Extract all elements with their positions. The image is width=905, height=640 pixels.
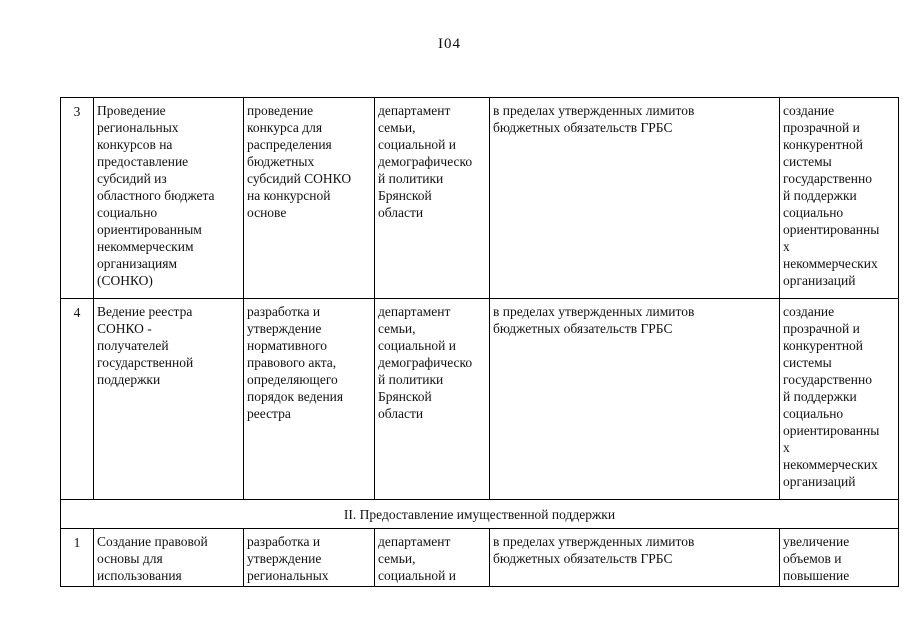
cell-line: утверждение xyxy=(247,551,322,566)
cell-line: разработка и xyxy=(247,534,321,549)
cell-line: субсидий из xyxy=(97,171,167,186)
cell-line: конкурсов на xyxy=(97,137,173,152)
cell-line: системы xyxy=(783,355,832,370)
row-number: 1 xyxy=(61,529,94,587)
cell-line: государственной xyxy=(97,355,194,370)
action-cell xyxy=(244,98,375,299)
cell-line: разработка и xyxy=(247,304,321,319)
executor-cell xyxy=(375,299,490,500)
section-row xyxy=(61,500,899,529)
cell-line: региональных xyxy=(97,120,179,135)
cell-line: конкурентной xyxy=(783,137,864,152)
cell-line: проведение xyxy=(247,103,314,118)
cell-line: департамент xyxy=(378,103,451,118)
funding-cell xyxy=(490,299,780,500)
cell-line: департамент xyxy=(378,534,451,549)
result-cell xyxy=(780,529,899,587)
cell-line: организаций xyxy=(783,273,856,288)
cell-line: департамент xyxy=(378,304,451,319)
cell-line: региональных xyxy=(247,568,329,583)
cell-line: утверждение xyxy=(247,321,322,336)
event-cell xyxy=(94,299,244,500)
executor-cell xyxy=(375,529,490,587)
cell-line: бюджетных обязательств ГРБС xyxy=(493,551,673,566)
cell-line: основе xyxy=(247,205,287,220)
cell-line: поддержки xyxy=(97,372,161,387)
cell-line: семьи, xyxy=(378,321,416,336)
cell-line: прозрачной и xyxy=(783,321,860,336)
cell-line: определяющего xyxy=(247,372,338,387)
cell-line: правового акта, xyxy=(247,355,337,370)
cell-line: ориентированны xyxy=(783,222,880,237)
cell-line: порядок ведения xyxy=(247,389,344,404)
table-row xyxy=(61,529,899,587)
cell-line: основы для xyxy=(97,551,163,566)
cell-line: семьи, xyxy=(378,120,416,135)
cell-line: социально xyxy=(783,205,844,220)
cell-line: Брянской xyxy=(378,389,432,404)
funding-cell xyxy=(490,98,780,299)
cell-line: х xyxy=(783,440,790,455)
result-cell xyxy=(780,98,899,299)
section-title: II. Предоставление имущественной поддержки xyxy=(61,500,899,529)
table-row xyxy=(61,98,899,299)
cell-line: создание xyxy=(783,304,835,319)
row-number: 4 xyxy=(61,299,94,500)
cell-line: в пределах утвержденных лимитов xyxy=(493,534,695,549)
cell-line: некоммерческим xyxy=(97,239,194,254)
funding-cell xyxy=(490,529,780,587)
row-number: 3 xyxy=(61,98,94,299)
cell-line: Брянской xyxy=(378,188,432,203)
cell-line: нормативного xyxy=(247,338,328,353)
cell-line: предоставление xyxy=(97,154,189,169)
cell-line: конкурентной xyxy=(783,338,864,353)
action-cell xyxy=(244,299,375,500)
cell-line: демографическо xyxy=(378,154,473,169)
cell-line: социальной и xyxy=(378,338,456,353)
cell-line: области xyxy=(378,406,424,421)
cell-line: Проведение xyxy=(97,103,166,118)
result-cell xyxy=(780,299,899,500)
event-cell xyxy=(94,98,244,299)
cell-line: областного бюджета xyxy=(97,188,215,203)
cell-line: семьи, xyxy=(378,551,416,566)
cell-line: конкурса для xyxy=(247,120,323,135)
cell-line: социально xyxy=(783,406,844,421)
cell-line: распределения xyxy=(247,137,332,152)
executor-cell xyxy=(375,98,490,299)
cell-line: системы xyxy=(783,154,832,169)
cell-line: бюджетных обязательств ГРБС xyxy=(493,321,673,336)
cell-line: субсидий СОНКО xyxy=(247,171,352,186)
action-cell xyxy=(244,529,375,587)
cell-line: социальной и xyxy=(378,568,456,583)
cell-line: реестра xyxy=(247,406,291,421)
cell-line: й политики xyxy=(378,372,444,387)
cell-line: государственно xyxy=(783,372,872,387)
cell-line: государственно xyxy=(783,171,872,186)
event-cell xyxy=(94,529,244,587)
cell-line: повышение xyxy=(783,568,850,583)
cell-line: увеличение xyxy=(783,534,850,549)
measures-table xyxy=(60,97,899,587)
cell-line: СОНКО - xyxy=(97,321,152,336)
cell-line: й поддержки xyxy=(783,188,857,203)
cell-line: Ведение реестра xyxy=(97,304,193,319)
cell-line: организаций xyxy=(783,474,856,489)
page-number: I04 xyxy=(438,36,461,52)
cell-line: бюджетных xyxy=(247,154,315,169)
cell-line: социально xyxy=(97,205,158,220)
cell-line: создание xyxy=(783,103,835,118)
cell-line: демографическо xyxy=(378,355,473,370)
cell-line: бюджетных обязательств ГРБС xyxy=(493,120,673,135)
cell-line: некоммерческих xyxy=(783,256,878,271)
cell-line: использования xyxy=(97,568,182,583)
cell-line: области xyxy=(378,205,424,220)
cell-line: социальной и xyxy=(378,137,456,152)
cell-line: получателей xyxy=(97,338,169,353)
cell-line: прозрачной и xyxy=(783,120,860,135)
cell-line: ориентированным xyxy=(97,222,202,237)
cell-line: в пределах утвержденных лимитов xyxy=(493,103,695,118)
cell-line: объемов и xyxy=(783,551,842,566)
cell-line: й поддержки xyxy=(783,389,857,404)
cell-line: некоммерческих xyxy=(783,457,878,472)
cell-line: организациям xyxy=(97,256,178,271)
table-row xyxy=(61,299,899,500)
cell-line: (СОНКО) xyxy=(97,273,153,288)
cell-line: в пределах утвержденных лимитов xyxy=(493,304,695,319)
cell-line: Создание правовой xyxy=(97,534,208,549)
cell-line: й политики xyxy=(378,171,444,186)
cell-line: х xyxy=(783,239,790,254)
cell-line: ориентированны xyxy=(783,423,880,438)
cell-line: на конкурсной xyxy=(247,188,331,203)
